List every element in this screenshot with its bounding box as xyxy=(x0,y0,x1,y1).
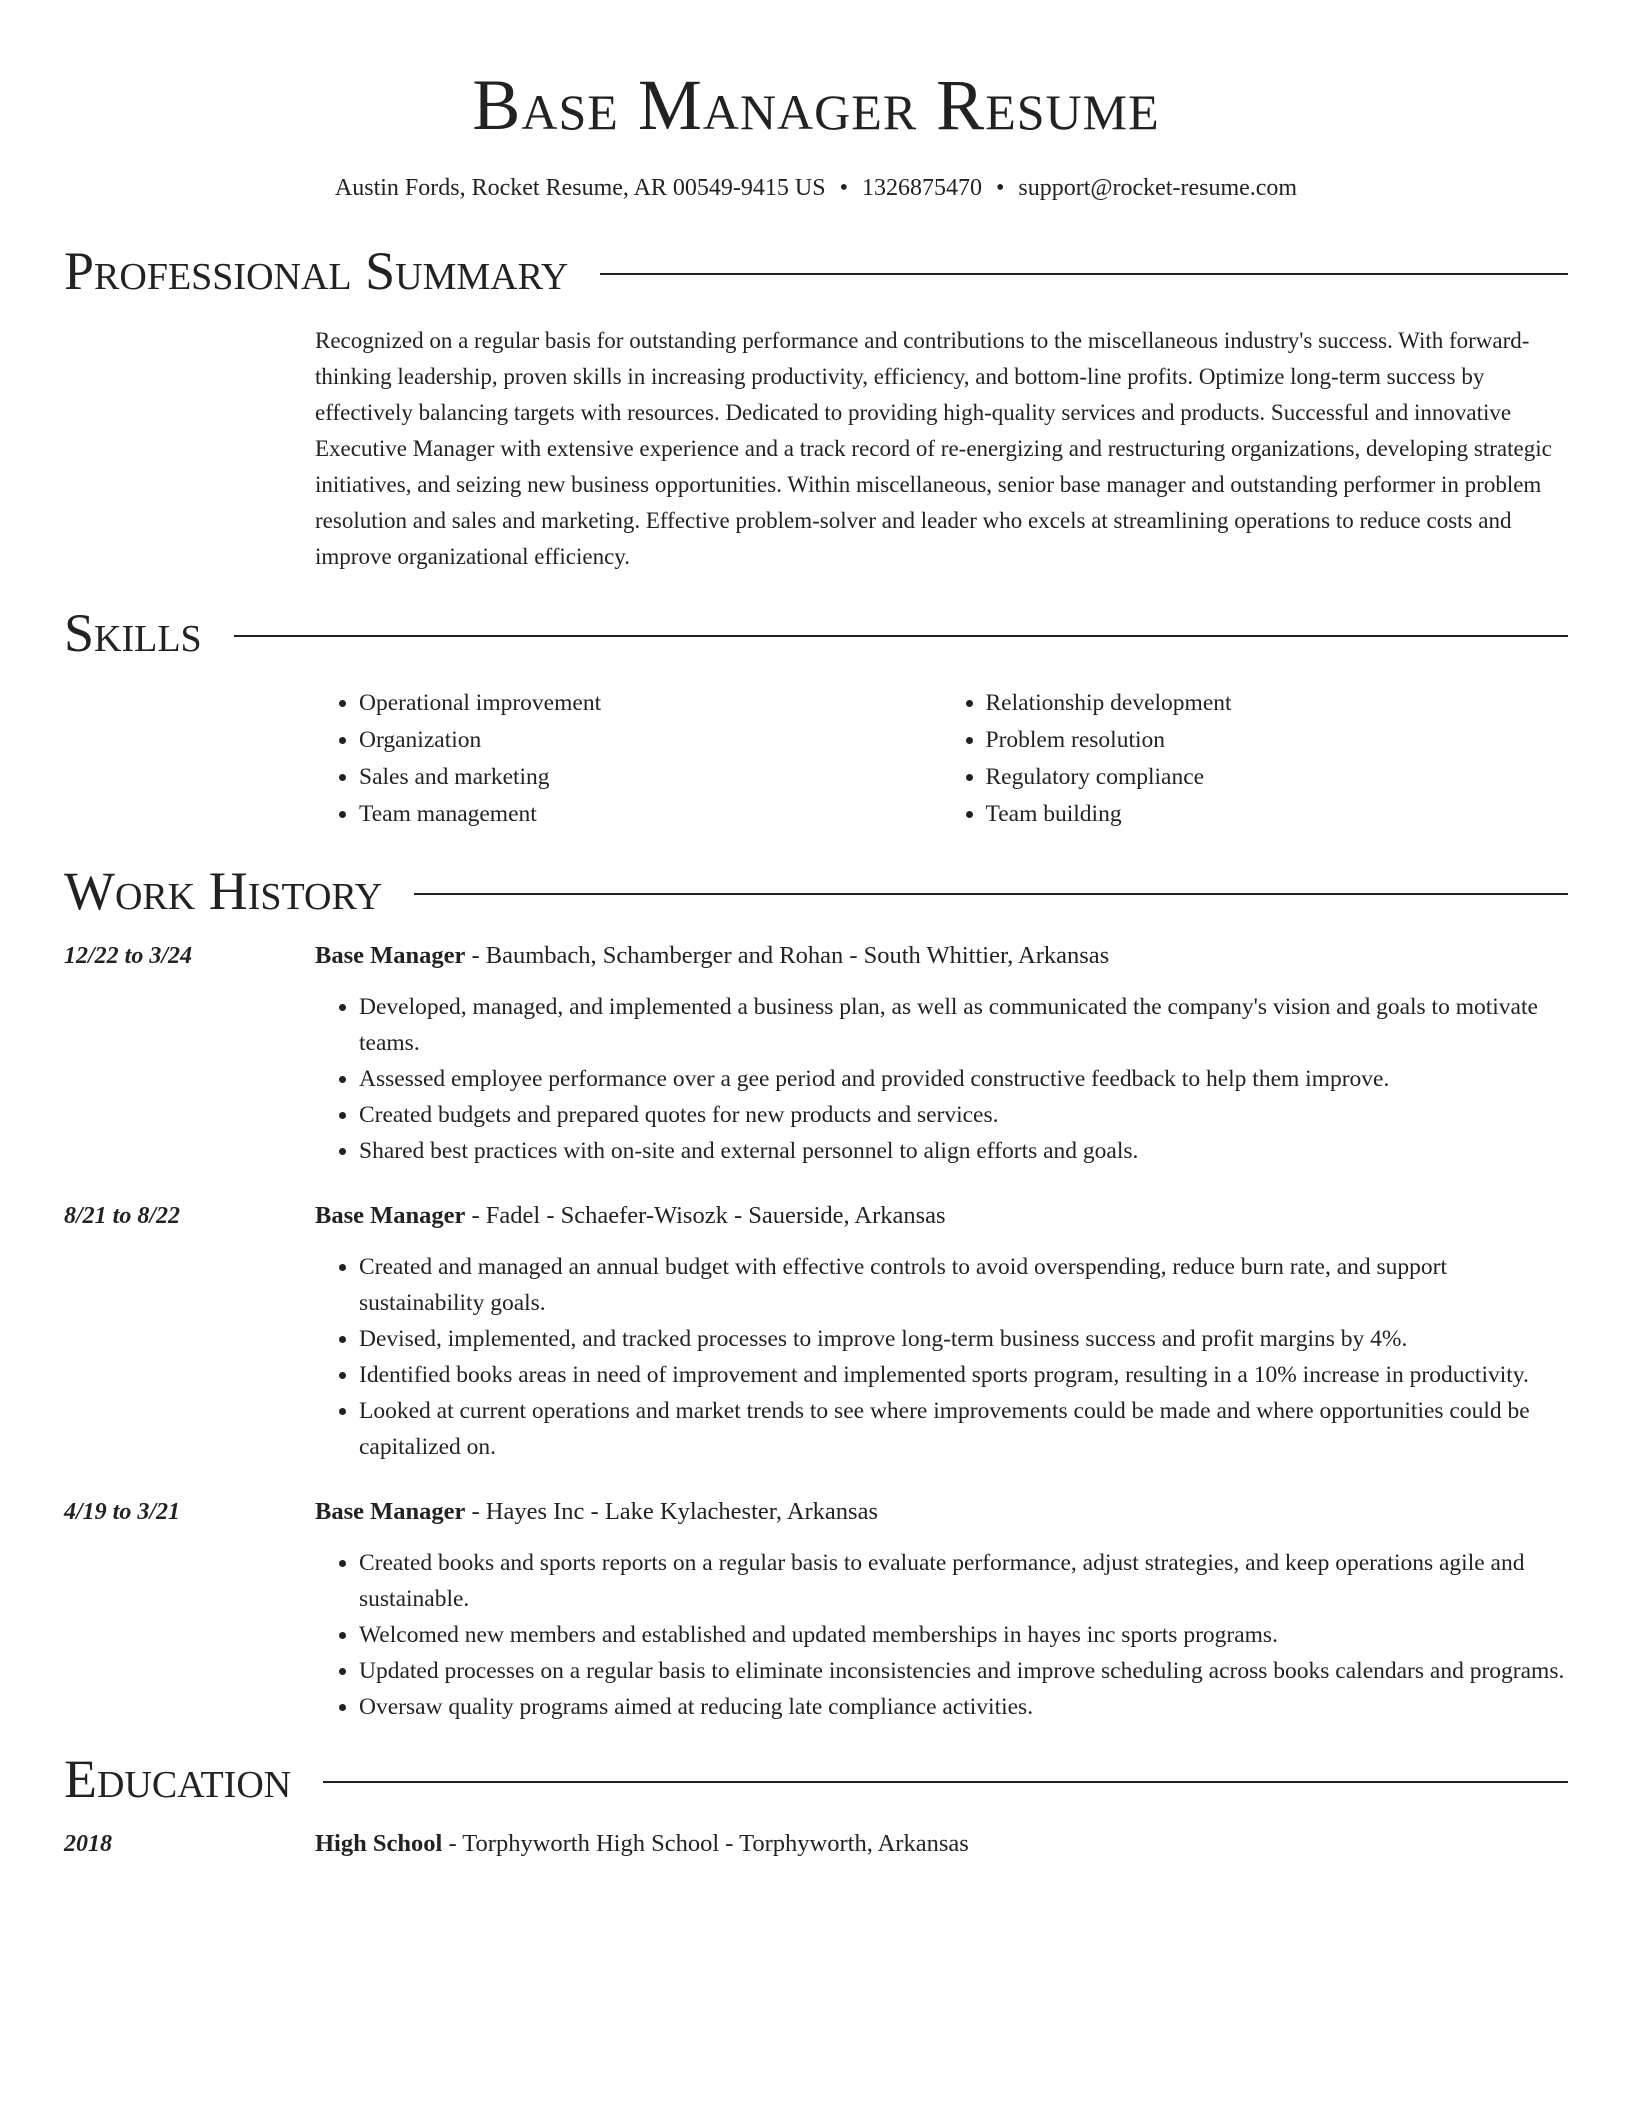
job-bullet: • Created and managed an annual budget with effective controls to avoid overspending, reduce burn rate, and support sustainability goals. xyxy=(359,1249,1568,1321)
work-heading: Work History xyxy=(64,861,383,921)
job-title-line xyxy=(315,1495,1568,1529)
summary-section-header xyxy=(64,239,1568,303)
resume-page xyxy=(64,0,1568,1861)
skill-item: • Regulatory compliance xyxy=(986,759,1569,796)
skill-item: • Relationship development xyxy=(986,685,1569,722)
contact-email: support@rocket-resume.com xyxy=(1018,175,1298,201)
education-degree: High School xyxy=(315,1830,443,1857)
section-divider xyxy=(414,893,1568,895)
education-entry xyxy=(64,1827,1568,1861)
skill-item: • Organization xyxy=(359,722,942,759)
skills-heading: Skills xyxy=(64,603,202,663)
job-entry xyxy=(64,1495,1568,1725)
job-employer: - Fadel - Schaefer-Wisozk - Sauerside, Arkansas xyxy=(465,1202,946,1229)
section-divider xyxy=(234,635,1568,637)
job-title-line xyxy=(315,1199,1568,1233)
job-entry xyxy=(64,1199,1568,1465)
job-bullet: • Welcomed new members and established and updated memberships in hayes inc sports programs. xyxy=(359,1617,1568,1653)
job-bullet: • Assessed employee performance over a gee period and provided constructive feedback to help them improve. xyxy=(359,1061,1568,1097)
skills-grid xyxy=(315,685,1568,833)
education-section-header xyxy=(64,1747,1568,1811)
job-dates: 8/21 to 8/22 xyxy=(64,1203,181,1229)
skill-item: • Sales and marketing xyxy=(359,759,942,796)
job-bullet: • Shared best practices with on-site and external personnel to align efforts and goals. xyxy=(359,1133,1568,1169)
skill-item: • Problem resolution xyxy=(986,722,1569,759)
education-school: - Torphyworth High School - Torphyworth, Arkansas xyxy=(442,1830,969,1857)
job-bullet: • Created budgets and prepared quotes for new products and services. xyxy=(359,1097,1568,1133)
job-body xyxy=(315,1199,1568,1465)
contact-line xyxy=(64,172,1568,204)
job-bullet: • Developed, managed, and implemented a business plan, as well as communicated the company's vision and goals to motivate teams. xyxy=(359,989,1568,1061)
contact-separator: • xyxy=(996,175,1005,201)
job-employer: - Baumbach, Schamberger and Rohan - South Whittier, Arkansas xyxy=(465,942,1110,969)
education-year: 2018 xyxy=(64,1831,112,1857)
job-bullets xyxy=(315,1249,1568,1465)
job-bullet: • Updated processes on a regular basis to eliminate inconsistencies and improve scheduling across books calendars and programs. xyxy=(359,1653,1568,1689)
summary-section xyxy=(315,323,1568,575)
job-role: Base Manager xyxy=(315,942,466,969)
skill-item: • Team management xyxy=(359,796,942,833)
job-title-line xyxy=(315,939,1568,973)
section-divider xyxy=(600,273,1568,275)
job-role: Base Manager xyxy=(315,1498,466,1525)
section-divider xyxy=(323,1781,1568,1783)
skill-item: • Operational improvement xyxy=(359,685,942,722)
contact-phone: 1326875470 xyxy=(862,175,982,201)
job-bullet: • Devised, implemented, and tracked processes to improve long-term business success and profit margins by 4%. xyxy=(359,1321,1568,1357)
job-body xyxy=(315,939,1568,1169)
job-employer: - Hayes Inc - Lake Kylachester, Arkansas xyxy=(465,1498,878,1525)
job-bullet: • Created books and sports reports on a regular basis to evaluate performance, adjust strategies, and keep operations agile and sustainable. xyxy=(359,1545,1568,1617)
job-dates: 4/19 to 3/21 xyxy=(64,1499,181,1525)
skills-list-left xyxy=(315,685,942,833)
skill-item: • Team building xyxy=(986,796,1569,833)
work-section-header xyxy=(64,859,1568,923)
job-bullet: • Oversaw quality programs aimed at reducing late compliance activities. xyxy=(359,1689,1568,1725)
education-heading: Education xyxy=(64,1749,292,1809)
skills-section-header xyxy=(64,601,1568,665)
skills-list-right xyxy=(942,685,1569,833)
job-bullet: • Identified books areas in need of improvement and implemented sports program, resulting in a 10% increase in productivity. xyxy=(359,1357,1568,1393)
education-line xyxy=(315,1827,1568,1861)
job-bullet: • Looked at current operations and market trends to see where improvements could be made and where opportunities could be capitalized on. xyxy=(359,1393,1568,1465)
job-body xyxy=(315,1495,1568,1725)
contact-separator: • xyxy=(839,175,848,201)
job-bullets xyxy=(315,989,1568,1169)
education-body xyxy=(315,1827,1568,1861)
job-entry xyxy=(64,939,1568,1169)
contact-address: Austin Fords, Rocket Resume, AR 00549-9415 US xyxy=(334,175,826,201)
resume-title: Base Manager Resume xyxy=(472,65,1160,145)
job-dates: 12/22 to 3/24 xyxy=(64,943,193,969)
job-bullets xyxy=(315,1545,1568,1725)
summary-text: Recognized on a regular basis for outstanding performance and contributions to the miscellaneous industry's success. With forward-thinking leadership, proven skills in increasing productivity, efficiency, and bottom-line profits. Optimize long-term success by effectively balancing targets with resources. Dedicated to providing high-quality services and products. Successful and innovative Executive Manager with extensive experience and a track record of re-energizing and restructuring organizations, developing strategic initiatives, and seizing new business opportunities. Within miscellaneous, senior base manager and outstanding performer in problem resolution and sales and marketing. Effective problem-solver and leader who excels at streamlining operations to reduce costs and improve organizational efficiency. xyxy=(315,328,1552,569)
summary-heading: Professional Summary xyxy=(64,241,569,301)
job-role: Base Manager xyxy=(315,1202,466,1229)
